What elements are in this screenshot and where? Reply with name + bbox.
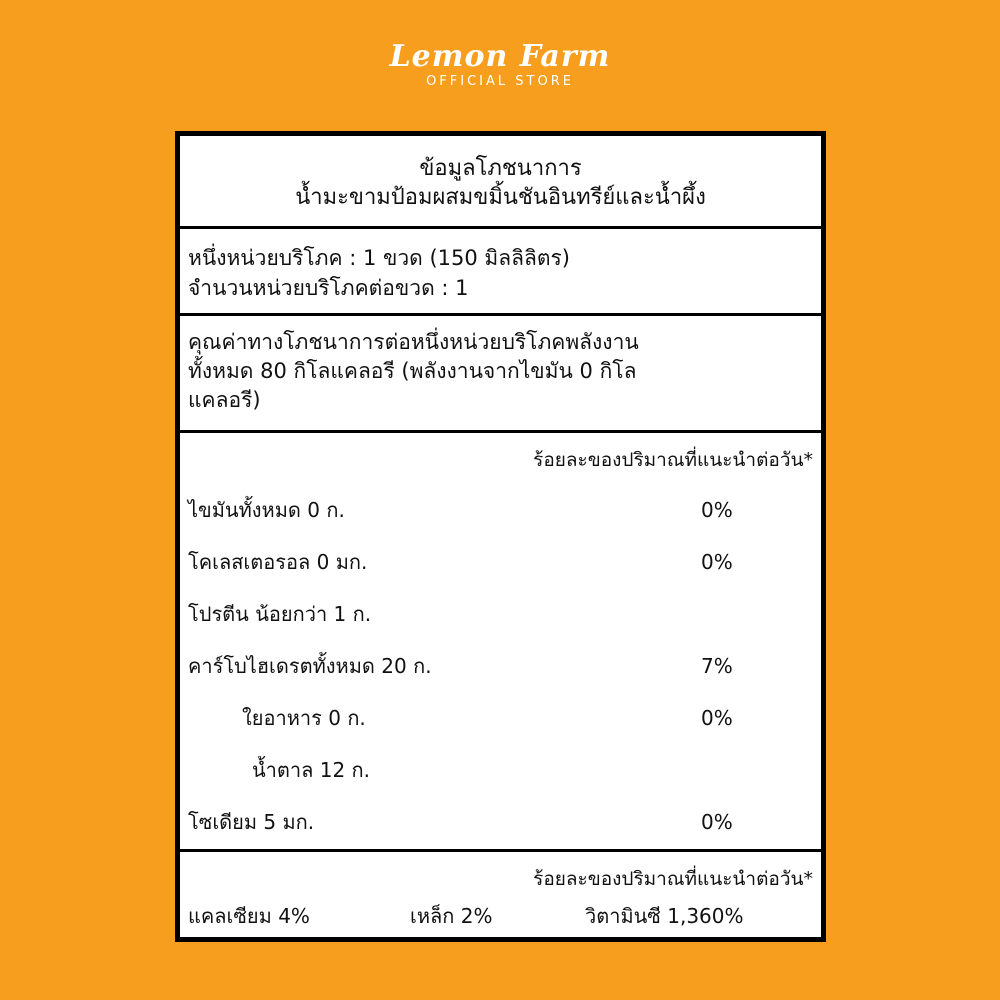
energy-line-3: แคลอรี) bbox=[188, 388, 261, 412]
nutrient-percent: 0% bbox=[701, 810, 733, 834]
product-name: น้ำมะขามป้อมผสมขมิ้นชันอินทรีย์และน้ำผึ้ง bbox=[295, 185, 706, 210]
nutrient-row-cholesterol bbox=[188, 547, 813, 577]
nutrient-percent: 0% bbox=[701, 498, 733, 522]
energy-line-1: คุณค่าทางโภชนาการต่อหนึ่งหน่วยบริโภคพลังงาน bbox=[188, 330, 639, 354]
energy-section bbox=[180, 316, 821, 433]
nutrient-name: ใยอาหาร 0 ก. bbox=[242, 706, 366, 730]
brand-subtitle: OFFICIAL STORE bbox=[426, 74, 574, 89]
nutrient-row-protein bbox=[188, 599, 813, 629]
iron-value: เหล็ก 2% bbox=[410, 904, 493, 928]
calcium-value: แคลเซียม 4% bbox=[188, 904, 310, 928]
serving-size: หนึ่งหน่วยบริโภค : 1 ขวด (150 มิลลิลิตร) bbox=[188, 246, 570, 270]
panel-title: ข้อมูลโภชนาการ bbox=[419, 156, 582, 181]
title-section bbox=[180, 136, 821, 229]
energy-line-2: ทั้งหมด 80 กิโลแคลอรี (พลังงานจากไขมัน 0 กิโล bbox=[188, 359, 637, 383]
brand-name: Lemon Farm bbox=[389, 39, 611, 74]
nutrition-facts-panel bbox=[175, 131, 826, 942]
nutrient-name: โซเดียม 5 มก. bbox=[188, 810, 315, 834]
serving-section bbox=[180, 229, 821, 316]
nutrient-row-sodium bbox=[188, 807, 813, 837]
servings-per-container: จำนวนหน่วยบริโภคต่อขวด : 1 bbox=[188, 276, 469, 300]
nutrients-section bbox=[180, 433, 821, 852]
nutrient-percent: 0% bbox=[701, 706, 733, 730]
nutrient-row-fiber bbox=[188, 703, 813, 733]
nutrient-name: น้ำตาล 12 ก. bbox=[252, 758, 371, 782]
nutrient-name: คาร์โบไฮเดรตทั้งหมด 20 ก. bbox=[188, 654, 432, 678]
nutrient-name: โคเลสเตอรอล 0 มก. bbox=[188, 550, 368, 574]
nutrient-row-carbohydrate bbox=[188, 651, 813, 681]
nutrient-name: โปรตีน น้อยกว่า 1 ก. bbox=[188, 602, 372, 626]
nutrient-row-sugar bbox=[188, 755, 813, 785]
nutrient-percent: 7% bbox=[701, 654, 733, 678]
vitamins-daily-value-header: ร้อยละของปริมาณที่แนะนำต่อวัน* bbox=[533, 868, 813, 890]
nutrient-row-fat bbox=[188, 495, 813, 525]
nutrient-name: ไขมันทั้งหมด 0 ก. bbox=[188, 498, 345, 522]
vitamin-c-value: วิตามินซี 1,360% bbox=[585, 904, 744, 928]
nutrient-percent: 0% bbox=[701, 550, 733, 574]
daily-value-header: ร้อยละของปริมาณที่แนะนำต่อวัน* bbox=[533, 449, 813, 471]
brand-logo bbox=[0, 40, 1000, 90]
vitamins-section bbox=[180, 852, 821, 938]
